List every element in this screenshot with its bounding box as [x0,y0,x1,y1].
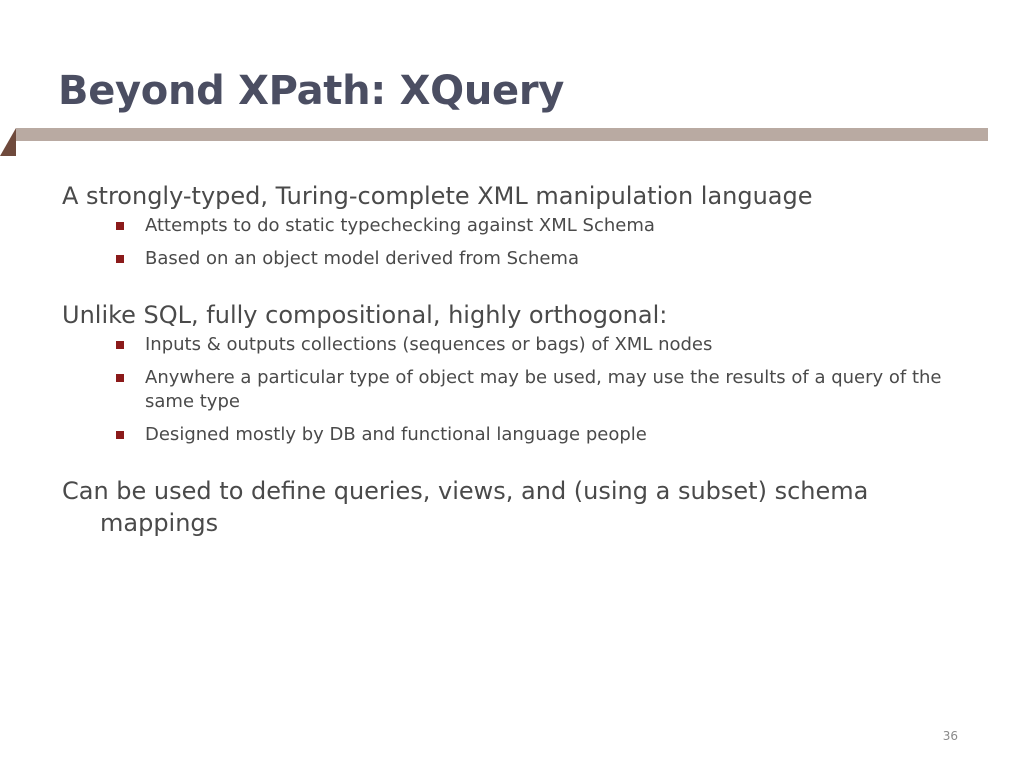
sub-bullet-text: Designed mostly by DB and functional language people [145,424,647,445]
bullet-group [62,299,962,447]
bullet-level1: A strongly-typed, Turing-complete XML manipulation language [62,182,813,210]
square-bullet-icon [116,341,124,349]
page-number: 36 [942,729,958,743]
sub-bullet-text: Attempts to do static typechecking against XML Schema [145,215,655,236]
sub-bullet-text: Inputs & outputs collections (sequences or bags) of XML nodes [145,334,713,355]
title-rule [16,128,988,141]
square-bullet-icon [116,431,124,439]
square-bullet-icon [116,374,124,382]
sub-bullet-text: Based on an object model derived from Schema [145,248,579,269]
title-rule-accent [0,128,16,156]
sub-bullet [145,333,962,357]
sub-bullet [145,247,962,271]
slide-content [62,180,962,539]
sub-bullet [145,214,962,238]
square-bullet-icon [116,255,124,263]
slide-title: Beyond XPath: XQuery [58,68,565,114]
bullet-group [62,180,962,271]
sub-bullet-list [62,333,962,447]
bullet-level1: Can be used to define queries, views, and (using a subset) schema mappings [62,477,869,537]
bullet-level1: Unlike SQL, fully compositional, highly orthogonal: [62,301,668,329]
square-bullet-icon [116,222,124,230]
sub-bullet [145,423,962,447]
sub-bullet-list [62,214,962,271]
bullet-group [62,475,962,539]
sub-bullet [145,366,962,414]
sub-bullet-text: Anywhere a particular type of object may be used, may use the results of a query of the same type [145,367,942,412]
